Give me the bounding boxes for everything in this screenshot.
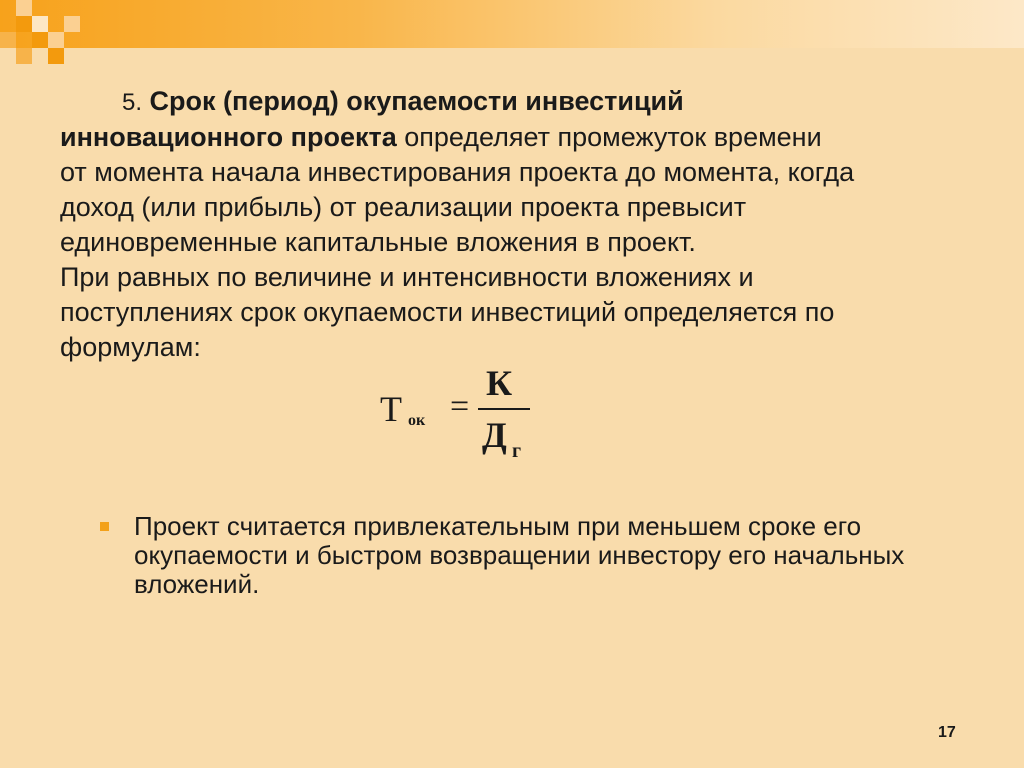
body-line: от момента начала инвестирования проекта до момента, когда bbox=[60, 157, 855, 187]
formula-denominator-subscript: г bbox=[512, 440, 522, 462]
body-line: поступлениях срок окупаемости инвестиций определяется по bbox=[60, 297, 835, 327]
item-number: 5. bbox=[122, 89, 143, 116]
formula-lhs-subscript: ок bbox=[408, 412, 426, 429]
paragraph-heading bbox=[60, 84, 980, 365]
body-line: единовременные капитальные вложения в проект. bbox=[60, 227, 696, 257]
page-number: 17 bbox=[938, 724, 956, 741]
square-bullet-icon bbox=[100, 522, 109, 531]
formula-equals: = bbox=[450, 388, 470, 425]
heading-bold-line1: Срок (период) окупаемости инвестиций bbox=[149, 86, 684, 116]
bullet-line: Проект считается привлекательным при меньшем сроке его bbox=[134, 511, 862, 541]
bullet-item bbox=[100, 512, 1000, 599]
body-line: формулам: bbox=[60, 332, 201, 362]
slide-body bbox=[60, 84, 980, 365]
formula-fraction-bar bbox=[478, 408, 530, 410]
bullet-line: вложений. bbox=[134, 569, 260, 599]
decorative-header-bar bbox=[0, 0, 1024, 48]
heading-bold-line2: инновационного проекта bbox=[60, 122, 397, 152]
formula-denominator: Д bbox=[482, 415, 507, 455]
body-line: доход (или прибыль) от реализации проекта превысит bbox=[60, 192, 747, 222]
bullet-line: окупаемости и быстром возвращении инвестору его начальных bbox=[134, 540, 905, 570]
payback-formula bbox=[380, 363, 540, 468]
formula-lhs: Т bbox=[380, 389, 402, 429]
formula-numerator: К bbox=[486, 363, 513, 403]
bullet-text bbox=[134, 512, 1000, 599]
heading-rest-line2: определяет промежуток времени bbox=[396, 122, 822, 152]
body-line: При равных по величине и интенсивности вложениях и bbox=[60, 262, 754, 292]
